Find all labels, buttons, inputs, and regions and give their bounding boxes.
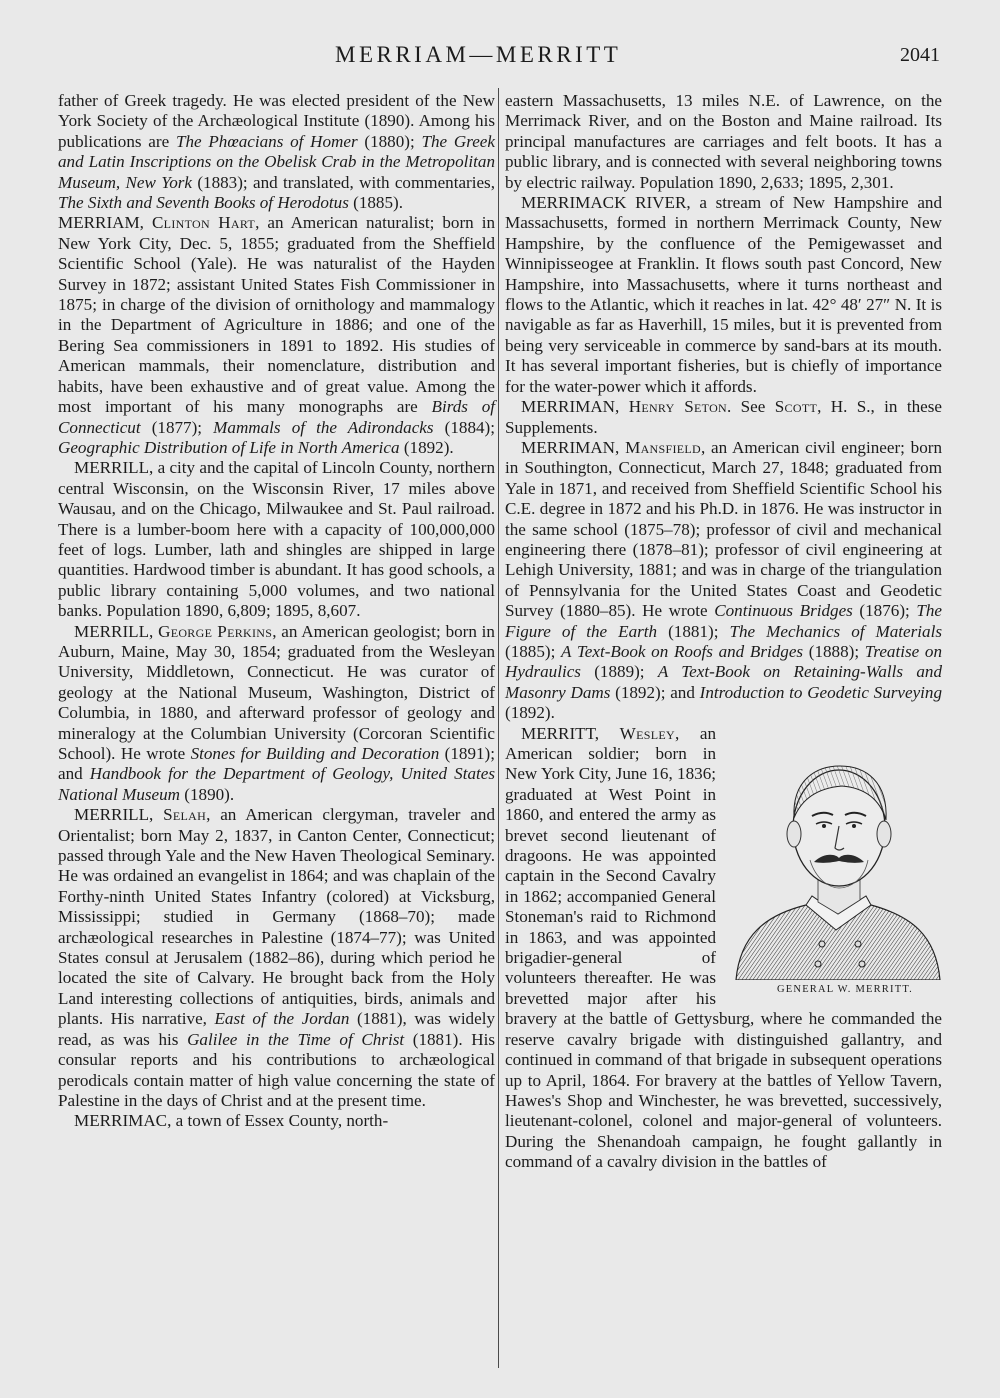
page-number: 2041 bbox=[900, 44, 940, 66]
entry-merrill-city: MERRILL, a city and the capital of Lincoln County, northern central Wisconsin, on the Wisconsin River, 17 miles above Wausau, and on the Chicago, Milwaukee and St. Paul railroad. There is a lumber-boom here with a capacity of 100,000,000 feet of logs. Lumber, lath and shingles are shipped in large quantities. Hardwood timber is abundant. It has good schools, a public library containing 5,000 volumes, and two national banks. Population 1890, 6,809; 1895, 8,607. bbox=[58, 458, 495, 621]
merritt-entry-region bbox=[505, 724, 942, 1173]
running-title: MERRIAM—MERRITT bbox=[335, 42, 622, 67]
portrait-caption: GENERAL W. MERRITT. bbox=[777, 983, 913, 995]
portrait-engraving bbox=[726, 730, 948, 980]
page-header bbox=[0, 42, 1000, 72]
column-divider bbox=[498, 88, 499, 1368]
entry-merritt-wesley: GENERAL W. MERRITT. MERRITT, Wesley, an American soldier; born in New York City, June 16, 1836; graduated at West Point in 1860, and entered the army as brevet second lieutenant of dragoons. He was appointed captain in the Second Cavalry in 1862; accompanied General Stoneman's raid to Richmond in 1863, and was appointed brigadier-general of volunteers thereafter. He was brevetted major after his bravery at the battle of Gettysburg, where he commanded the reserve cavalry brigade with distinguished gallantry, and continued in command of that brigade in subsequent operations up to April, 1864. For bravery at the battles of Yellow Tavern, Hawes's Shop and Winchester, he was brevetted, successively, lieutenant-colonel, colonel and major-general of volunteers. During the Shenandoah campaign, he fought gallantly in command of a cavalry division in the battles of bbox=[505, 724, 942, 1173]
entry-merrimac-continued: eastern Massachusetts, 13 miles N.E. of Lawrence, on the Merrimack River, and on the Boston and Maine railroad. Its principal manufactures are carriages and felt boots. It has a public library, and is connected with several neighboring towns by electric railway. Population 1890, 2,633; 1895, 2,301. bbox=[505, 91, 942, 192]
entry-merriman-mansfield: MERRIMAN, Mansfield, an American civil engineer; born in Southington, Connecticut, March 27, 1848; graduated from Yale in 1871, and received from Sheffield Scientific School his C.E. degree in 1872 and his Ph.D. in 1876. He was instructor in the same school (1875–78); professor of civil and mechanical engineering there (1878–81); professor of civil engineering at Lehigh University, 1881; and was in charge of the triangulation of Pennsylvania for the United States Coast and Geodetic Survey (1880–85). He wrote Continuous Bridges (1876); The Figure of the Earth (1881); The Mechanics of Materials (1885); A Text-Book on Roofs and Bridges (1888); Treatise on Hydraulics (1889); A Text-Book on Retaining-Walls and Masonry Dams (1892); and Introduction to Geodetic Surveying (1892). bbox=[505, 437, 943, 723]
entry-merrimack-river: MERRIMACK RIVER, a stream of New Hampshire and Massachusetts, formed in northern Merrimack County, New Hampshire, by the confluence of the Pemigewasset and Winnipisseogee at Franklin. It flows south past Concord, New Hampshire, into Massachusetts, where it turns northeast and flows to the Atlantic, which it reaches in lat. 42° 48′ 27″ N. It is navigable as far as Haverhill, 15 miles, but it is prevented from being very serviceable in commerce by sand-bars at its mouth. It has several important fisheries, but is chiefly of importance for the water-power which it affords. bbox=[505, 193, 942, 396]
entry-merriam-clinton-hart: MERRIAM, Clinton Hart, an American naturalist; born in New York City, Dec. 5, 1855; graduated from the Sheffield Scientific School (Yale). He was naturalist of the Hayden Survey in 1872; assistant United States Fish Commissioner in 1875; in charge of the division of ornithology and mammalogy in the Department of Agriculture in 1886; and one of the Bering Sea commissioners in 1891 to 1892. His studies of American mammals, their nomenclature, distribution and habits, have been exhaustive and of great value. Among the most important of his many monographs are Birds of Connecticut (1877); Mammals of the Adirondacks (1884); Geographic Distribution of Life in North America (1892). bbox=[58, 213, 496, 457]
entry-merriman-henry-seton: MERRIMAN, Henry Seton. See Scott, H. S., in these Supplements. bbox=[505, 397, 942, 437]
entry-merrill-selah: MERRILL, Selah, an American clergyman, traveler and Orientalist; born May 2, 1837, in Canton Center, Connecticut; passed through Yale and the New Haven Theological Seminary. He was ordained an evangelist in 1864; and was chaplain of the Forthy-ninth United States Infantry (colored) at Vicksburg, Mississippi; studied in Germany (1868–70); made archæological researches in Palestine (1874–77); was United States consul at Jerusalem (1882–86), during which period he located the site of Calvary. He brought back from the Holy Land interesting collections of antiquities, birds, animals and plants. His narrative, East of the Jordan (1881), was widely read, as was his Galilee in the Time of Christ (1881). His consular reports and his contributions to archæological perodicals contain matter of high value concerning the state of Palestine in the days of Christ and at the present time. bbox=[58, 805, 496, 1110]
portrait-figure bbox=[726, 730, 948, 998]
left-column bbox=[58, 91, 495, 1132]
entry-merrill-george-perkins: MERRILL, George Perkins, an American geologist; born in Auburn, Maine, May 30, 1854; graduated from the Wesleyan University, Middletown, Connecticut. He was curator of geology at the National Museum, Washington, District of Columbia, in 1880, and afterward professor of geology and mineralogy at the Columbian University (Corcoran Scientific School). He wrote Stones for Building and Decoration (1891); and Handbook for the Department of Geology, United States National Museum (1890). bbox=[58, 621, 495, 804]
entry-continuation: father of Greek tragedy. He was elected president of the New York Society of the Archæological Institute (1890). Among his publications are The Phœacians of Homer (1880); The Greek and Latin Inscriptions on the Obelisk Crab in the Metropolitan Museum, New York (1883); and translated, with commentaries, The Sixth and Seventh Books of Herodotus (1885). bbox=[58, 91, 495, 213]
right-column bbox=[505, 91, 942, 1173]
entry-merrimac: MERRIMAC, a town of Essex County, north- bbox=[74, 1111, 389, 1131]
